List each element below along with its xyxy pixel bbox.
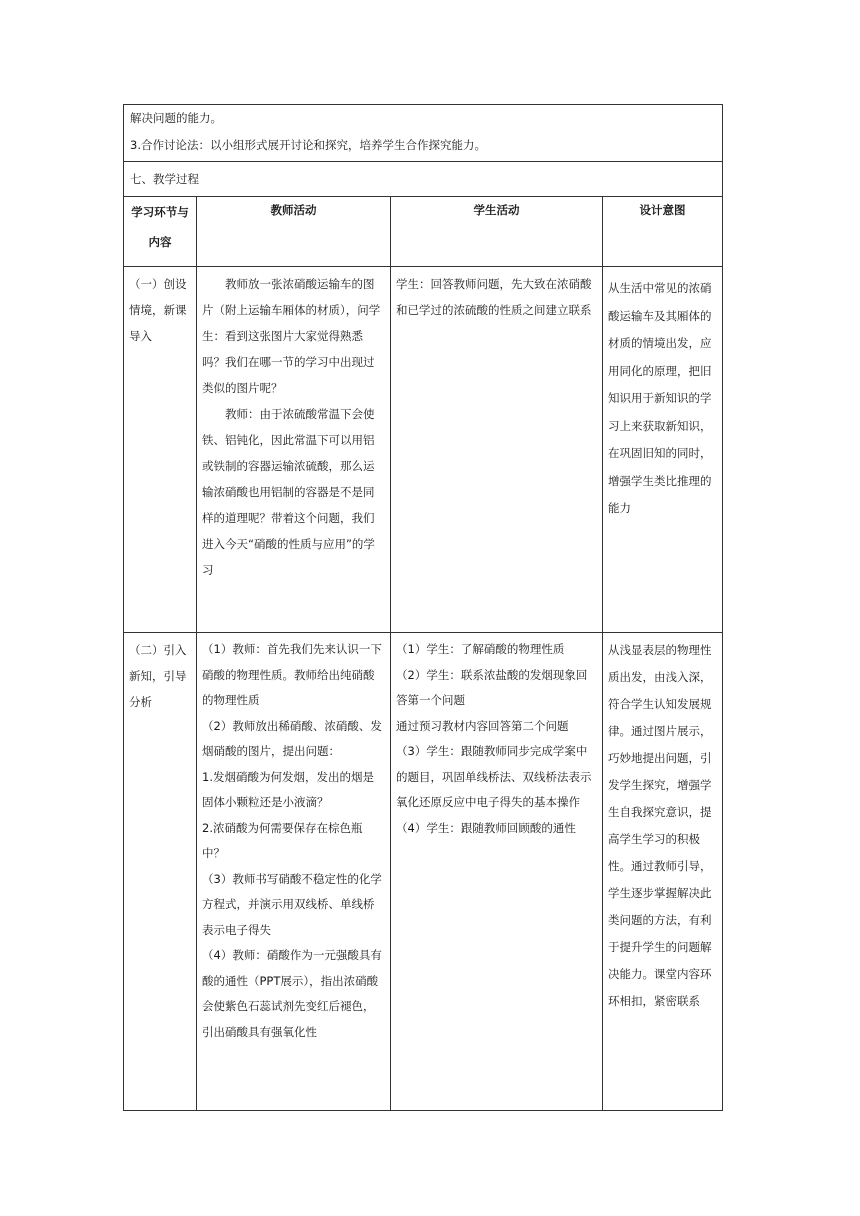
intro-line-1: 解决问题的能力。 <box>130 111 222 125</box>
student-paragraph: 学生：回答教师问题，先大致在浓硝酸和已学过的浓硫酸的性质之间建立联系 <box>396 277 592 317</box>
intent-cell <box>603 267 723 633</box>
intro-line-2: 3.合作讨论法：以小组形式展开讨论和探究，培养学生合作探究能力。 <box>130 138 486 152</box>
student-paragraph: 通过预习教材内容回答第二个问题 <box>396 718 569 733</box>
header-stage: 学习环节与内容 <box>124 197 197 267</box>
stage-cell: （二）引入新知，引导分析 <box>124 633 197 1111</box>
lesson-plan-table <box>123 104 723 1111</box>
table-row <box>124 633 723 1111</box>
teacher-paragraph: 教师：由于浓硫酸常温下会使铁、铝钝化，因此常温下可以用铝或铁制的容器运输浓硫酸，那么运输浓硝酸也用铝制的容器是不是同样的道理呢？带着这个问题，我们进入今天“硝酸的性质与应用”的学习 <box>202 407 375 577</box>
stage-cell: （一）创设情境，新课导入 <box>124 267 197 633</box>
intro-row <box>124 105 723 162</box>
intent-paragraph: 从浅显表层的物理性质出发，由浅入深，符合学生认知发展规律。通过图片展示，巧妙地提出问题，引发学生探究，增强学生自我探究意识，提高学生学习的积极性。通过教师引导，学生逐步掌握解决此类问题的方法，有利于提升学生的问题解决能力。课堂内容环环相扣，紧密联系 <box>608 643 712 1008</box>
student-paragraph: （3）学生：跟随教师同步完成学案中的题目，巩固单线桥法、双线桥法表示氧化还原反应中电子得失的基本操作 <box>396 744 592 809</box>
header-intent: 设计意图 <box>603 197 723 267</box>
teacher-paragraph: 2.浓硝酸为何需要保存在棕色瓶中？ <box>202 820 363 860</box>
student-paragraph: （4）学生：跟随教师回顾酸的通性 <box>396 820 576 835</box>
intent-paragraph: 从生活中常见的浓硝酸运输车及其厢体的材质的情境出发，应用同化的原理，把旧知识用于新知识的学习上来获取新知识，在巩固旧知的同时，增强学生类比推理的能力 <box>608 281 712 515</box>
lesson-plan-document <box>123 104 722 1111</box>
intent-cell <box>603 633 723 1111</box>
teacher-paragraph: 教师放一张浓硝酸运输车的图片（附上运输车厢体的材质），问学生：看到这张图片大家觉得熟悉吗？我们在哪一节的学习中出现过类似的图片呢？ <box>202 277 381 395</box>
section-title: 七、教学过程 <box>124 162 723 197</box>
header-student: 学生活动 <box>391 197 603 267</box>
teacher-cell <box>197 267 391 633</box>
header-teacher: 教师活动 <box>197 197 391 267</box>
student-paragraph: （2）学生：联系浓盐酸的发烟现象回答第一个问题 <box>396 667 588 707</box>
teacher-paragraph: （2）教师放出稀硝酸、浓硝酸、发烟硝酸的图片，提出问题： <box>202 718 382 758</box>
teacher-paragraph: 1.发烟硝酸为何发烟，发出的烟是固体小颗粒还是小液滴？ <box>202 769 374 809</box>
student-cell <box>391 633 603 1111</box>
header-row <box>124 197 723 267</box>
teacher-cell <box>197 633 391 1111</box>
teacher-paragraph: （3）教师书写硝酸不稳定性的化学方程式，并演示用双线桥、单线桥表示电子得失 <box>202 871 382 937</box>
table-row <box>124 267 723 633</box>
teacher-paragraph: （4）教师：硝酸作为一元强酸具有酸的通性（PPT展示），指出浓硝酸会使紫色石蕊试剂先变红后褪色，引出硝酸具有强氧化性 <box>202 948 382 1039</box>
student-cell <box>391 267 603 633</box>
student-paragraph: （1）学生：了解硝酸的物理性质 <box>396 642 565 656</box>
teacher-paragraph: （1）教师：首先我们先来认识一下硝酸的物理性质。教师给出纯硝酸的物理性质 <box>202 642 382 707</box>
section-title-row <box>124 162 723 197</box>
